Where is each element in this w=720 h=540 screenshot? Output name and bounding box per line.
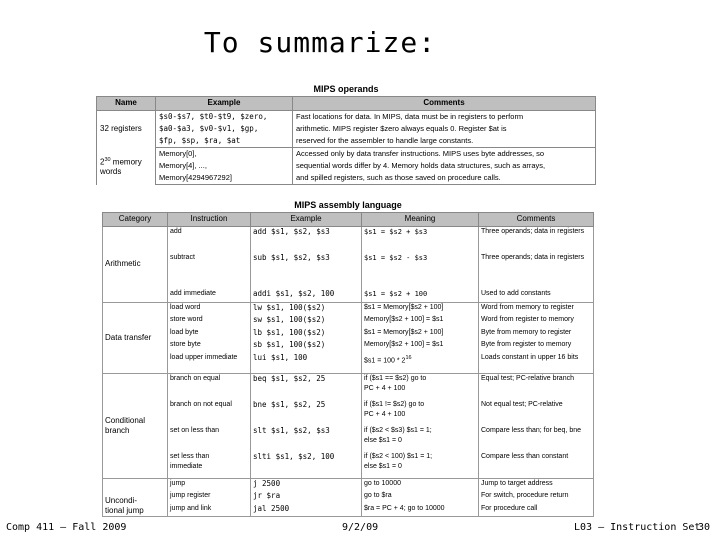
meaning-cell <box>362 426 479 452</box>
instruction-cell: store word <box>168 315 251 328</box>
instruction-line2: immediate <box>170 462 203 470</box>
example-cell: addi $s1, $s2, 100 <box>251 279 362 302</box>
meaning-cell: Memory[$s2 + 100] = $s1 <box>362 315 479 328</box>
instruction-cell <box>168 452 251 479</box>
instruction-cell: jump <box>168 478 251 491</box>
example-cell: bne $s1, $s2, 25 <box>251 400 362 426</box>
instruction-cell: jump and link <box>168 504 251 517</box>
instruction-cell: set on less than <box>168 426 251 452</box>
assembly-caption: MIPS assembly language <box>294 200 402 210</box>
meaning-cell: $s1 = $s2 + $s3 <box>362 227 479 254</box>
table-row <box>103 373 594 400</box>
table-row <box>103 478 594 491</box>
example-cell: jr $ra <box>251 491 362 504</box>
lui-meaning-base: $s1 = 100 * 2 <box>364 356 406 364</box>
table-row <box>103 279 594 302</box>
instruction-cell: add immediate <box>168 279 251 302</box>
table-row <box>103 491 594 504</box>
table-row <box>103 227 594 254</box>
table-row <box>103 253 594 279</box>
meaning-cell <box>362 353 479 374</box>
header-meaning: Meaning <box>362 213 479 227</box>
header-category: Category <box>103 213 168 227</box>
operands-row-memory <box>97 160 596 172</box>
meaning-cell <box>362 400 479 426</box>
comment-cell: For switch, procedure return <box>479 491 594 504</box>
example-cell: add $s1, $s2, $s3 <box>251 227 362 254</box>
table-row <box>103 302 594 315</box>
meaning-cell: $s1 = Memory[$s2 + 100] <box>362 328 479 341</box>
assembly-header-row <box>103 213 594 227</box>
header-comments: Comments <box>479 213 594 227</box>
table-row <box>103 340 594 353</box>
instruction-cell: branch on equal <box>168 373 251 400</box>
footer-date: 9/2/09 <box>342 522 379 533</box>
comment-cell: Byte from memory to register <box>479 328 594 341</box>
table-row <box>103 353 594 374</box>
category-conditional-line2: branch <box>105 425 130 435</box>
table-row <box>103 504 594 517</box>
operand-example: Memory[0], <box>156 148 293 161</box>
category-uncond-line2: tional jump <box>105 506 144 515</box>
meaning-cell: $s1 = $s2 + 100 <box>362 279 479 302</box>
example-cell: sw $s1, 100($s2) <box>251 315 362 328</box>
operands-row-registers <box>97 123 596 135</box>
example-cell: slti $s1, $s2, 100 <box>251 452 362 479</box>
comment-cell: Not equal test; PC-relative <box>479 400 594 426</box>
instruction-cell: subtract <box>168 253 251 279</box>
example-cell: sb $s1, 100($s2) <box>251 340 362 353</box>
comment-cell: Three operands; data in registers <box>479 253 594 279</box>
operands-caption: MIPS operands <box>313 84 379 94</box>
meaning-line2: PC + 4 + 100 <box>364 410 406 418</box>
header-comments: Comments <box>293 97 596 111</box>
operand-example: Memory[4294967292] <box>156 172 293 185</box>
operands-table <box>96 96 596 185</box>
meaning-line1: if ($s1 != $s2) go to <box>364 400 425 408</box>
table-row <box>103 315 594 328</box>
comment-cell: Compare less than; for beq, bne <box>479 426 594 452</box>
footer-course: Comp 411 – Fall 2009 <box>6 522 127 533</box>
operand-comment: and spilled registers, such as those saved on procedure calls. <box>293 172 596 185</box>
meaning-line2: PC + 4 + 100 <box>364 384 406 392</box>
instruction-cell <box>168 400 251 426</box>
meaning-cell <box>362 452 479 479</box>
instruction-cell: load byte <box>168 328 251 341</box>
header-instruction: Instruction <box>168 213 251 227</box>
operand-comment: arithmetic. MIPS register $zero always equals 0. Register $at is <box>293 123 596 135</box>
comment-cell: Word from memory to register <box>479 302 594 315</box>
table-row <box>103 426 594 452</box>
operand-name: 32 registers <box>97 111 156 148</box>
instruction-line1: branch on not equal <box>170 400 232 408</box>
operands-row-registers <box>97 135 596 148</box>
operand-example: $s0-$s7, $t0-$t9, $zero, <box>156 111 293 124</box>
meaning-line1: if ($s2 < 100) $s1 = 1; <box>364 452 433 460</box>
instruction-cell: jump register <box>168 491 251 504</box>
category-arithmetic: Arithmetic <box>103 227 168 303</box>
assembly-table <box>102 212 594 517</box>
memory-label: memory <box>110 157 142 167</box>
instruction-line1: set less than <box>170 452 210 460</box>
category-conditional <box>103 373 168 478</box>
comment-cell: Jump to target address <box>479 478 594 491</box>
footer-lecture: L03 – Instruction Set <box>574 522 701 533</box>
meaning-cell: $s1 = Memory[$s2 + 100] <box>362 302 479 315</box>
meaning-line2: else $s1 = 0 <box>364 462 402 470</box>
lui-meaning-exponent: 16 <box>405 354 412 361</box>
comment-cell: For procedure call <box>479 504 594 517</box>
slide-title: To summarize: <box>203 26 437 59</box>
operands-header-row <box>97 97 596 111</box>
category-uncond-line1: Uncondi- <box>105 496 138 505</box>
example-cell: jal 2500 <box>251 504 362 517</box>
meaning-line2: else $s1 = 0 <box>364 436 402 444</box>
operands-row-memory <box>97 172 596 185</box>
comment-cell: Loads constant in upper 16 bits <box>479 353 594 374</box>
example-cell: slt $s1, $s2, $s3 <box>251 426 362 452</box>
meaning-cell: go to 10000 <box>362 478 479 491</box>
operand-name <box>97 148 156 185</box>
example-cell: j 2500 <box>251 478 362 491</box>
operand-example: $a0-$a3, $v0-$v1, $gp, <box>156 123 293 135</box>
example-cell: lw $s1, 100($s2) <box>251 302 362 315</box>
instruction-cell: add <box>168 227 251 254</box>
meaning-line1: if ($s2 < $s3) $s1 = 1; <box>364 426 432 434</box>
example-cell: sub $s1, $s2, $s3 <box>251 253 362 279</box>
operand-example: $fp, $sp, $ra, $at <box>156 135 293 148</box>
meaning-cell: Memory[$s2 + 100] = $s1 <box>362 340 479 353</box>
category-conditional-line1: Conditional <box>105 415 146 425</box>
example-cell: beq $s1, $s2, 25 <box>251 373 362 400</box>
meaning-cell: $s1 = $s2 - $s3 <box>362 253 479 279</box>
category-data-transfer: Data transfer <box>103 302 168 373</box>
comment-cell: Three operands; data in registers <box>479 227 594 254</box>
comment-cell: Byte from register to memory <box>479 340 594 353</box>
operands-row-memory <box>97 148 596 161</box>
instruction-cell: load word <box>168 302 251 315</box>
example-cell: lui $s1, 100 <box>251 353 362 374</box>
header-example: Example <box>156 97 293 111</box>
operand-comment: Accessed only by data transfer instructions. MIPS uses byte addresses, so <box>293 148 596 161</box>
table-row <box>103 452 594 479</box>
operand-comment: sequential words differ by 4. Memory holds data structures, such as arrays, <box>293 160 596 172</box>
operand-comment: Fast locations for data. In MIPS, data must be in registers to perform <box>293 111 596 124</box>
instruction-cell: load upper immediate <box>168 353 251 374</box>
operand-comment: reserved for the assembler to handle large constants. <box>293 135 596 148</box>
meaning-cell: $ra = PC + 4; go to 10000 <box>362 504 479 517</box>
footer-page-number: 30 <box>698 522 711 533</box>
operand-example: Memory[4], ..., <box>156 160 293 172</box>
table-row <box>103 328 594 341</box>
comment-cell: Equal test; PC-relative branch <box>479 373 594 400</box>
comment-cell: Word from register to memory <box>479 315 594 328</box>
comment-cell: Used to add constants <box>479 279 594 302</box>
table-row <box>103 400 594 426</box>
memory-base: 2 <box>100 157 105 167</box>
category-unconditional <box>103 478 168 517</box>
memory-exponent: 30 <box>104 156 111 163</box>
example-cell: lb $s1, 100($s2) <box>251 328 362 341</box>
operands-row-registers <box>97 111 596 124</box>
header-name: Name <box>97 97 156 111</box>
meaning-line1: if ($s1 == $s2) go to <box>364 374 427 382</box>
meaning-cell: go to $ra <box>362 491 479 504</box>
instruction-cell: store byte <box>168 340 251 353</box>
memory-label-line2: words <box>100 167 122 177</box>
header-example: Example <box>251 213 362 227</box>
meaning-cell <box>362 373 479 400</box>
comment-cell: Compare less than constant <box>479 452 594 479</box>
